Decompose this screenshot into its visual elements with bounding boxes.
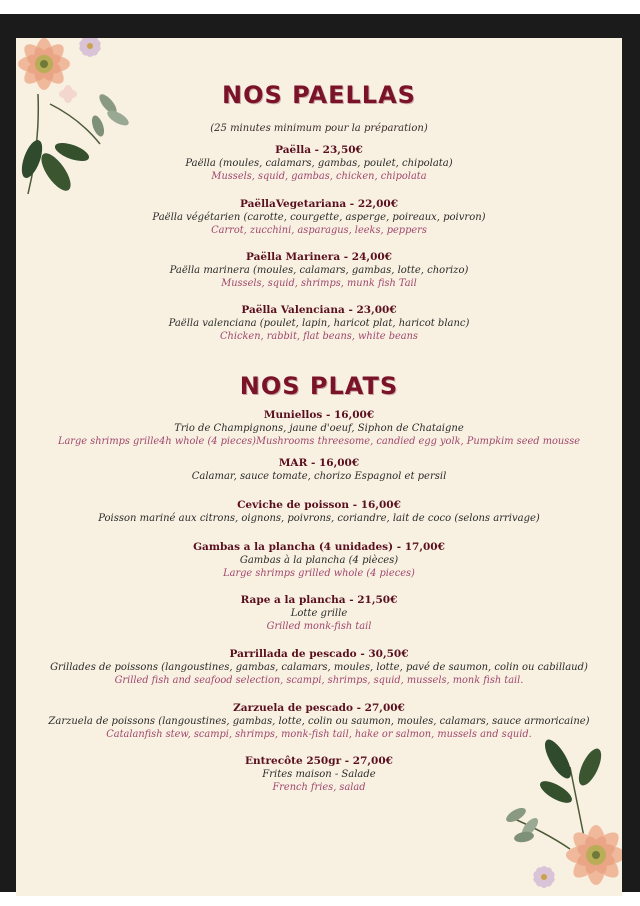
item-name: Parrillada de pescado - 30,50€ bbox=[229, 648, 409, 660]
item-description-en: Mussels, squid, gambas, chicken, chipolata bbox=[211, 171, 427, 182]
item-description-fr: Paëlla (moules, calamars, gambas, poulet, chipolata) bbox=[185, 158, 453, 169]
item-description-fr: Trio de Champignons, jaune d'oeuf, Siphon de Chataigne bbox=[174, 423, 464, 434]
item-description-fr: Paëlla valenciana (poulet, lapin, haricot plat, haricot blanc) bbox=[168, 318, 470, 329]
item-name: Ceviche de poisson - 16,00€ bbox=[237, 499, 401, 511]
item-description-fr: Paëlla végétarien (carotte, courgette, asperge, poireaux, poivron) bbox=[152, 212, 486, 223]
menu-item bbox=[16, 144, 622, 183]
menu-item bbox=[16, 409, 622, 448]
item-name: Paëlla - 23,50€ bbox=[275, 144, 363, 156]
item-description-en: Chicken, rabbit, flat beans, white beans bbox=[220, 331, 418, 342]
item-description-fr: Gambas à la plancha (4 pièces) bbox=[239, 555, 399, 566]
item-description-en: Large shrimps grille4h whole (4 pieces)Mushrooms threesome, candied egg yolk, Pumpkim seed mousse bbox=[57, 436, 581, 447]
item-name: PaëllaVegetariana - 22,00€ bbox=[239, 198, 399, 210]
item-description-fr: Calamar, sauce tomate, chorizo Espagnol et persil bbox=[191, 471, 447, 482]
item-name: Rape a la plancha - 21,50€ bbox=[240, 594, 398, 606]
item-description-en: French fries, salad bbox=[272, 782, 366, 793]
item-description-en: Large shrimps grilled whole (4 pieces) bbox=[223, 568, 415, 579]
item-description-fr: Zarzuela de poissons (langoustines, gambas, lotte, colin ou saumon, moules, calamars, sauce armoricaine) bbox=[48, 716, 590, 727]
menu-item bbox=[16, 702, 622, 741]
item-name: Paëlla Valenciana - 23,00€ bbox=[241, 304, 397, 316]
item-description-fr: Poisson mariné aux citrons, oignons, poivrons, coriandre, lait de coco (selons arrivage) bbox=[98, 513, 540, 524]
item-description-en: Mussels, squid, shrimps, munk fish Tail bbox=[221, 278, 417, 289]
item-description-en: Catalanfish stew, scampi, shrimps, monk-fish tail, hake or salmon, mussels and squid. bbox=[106, 729, 532, 740]
item-description-fr: Paëlla marinera (moules, calamars, gambas, lotte, chorizo) bbox=[169, 265, 469, 276]
menu-item bbox=[16, 304, 622, 343]
item-name: Zarzuela de pescado - 27,00€ bbox=[233, 702, 405, 714]
plats-title: NOS PLATS bbox=[239, 372, 399, 400]
menu-item bbox=[16, 251, 622, 290]
menu-item bbox=[16, 457, 622, 483]
menu-item bbox=[16, 594, 622, 633]
menu-page bbox=[16, 38, 622, 896]
paellas-preparation-note: (25 minutes minimum pour la préparation) bbox=[210, 123, 428, 134]
menu-item bbox=[16, 648, 622, 687]
item-name: Entrecôte 250gr - 27,00€ bbox=[245, 755, 393, 767]
item-description-en: Grilled monk-fish tail bbox=[266, 621, 372, 632]
item-name: Muniellos - 16,00€ bbox=[263, 409, 375, 421]
item-name: Gambas a la plancha (4 unidades) - 17,00€ bbox=[193, 541, 445, 553]
item-name: Paëlla Marinera - 24,00€ bbox=[246, 251, 392, 263]
item-description-en: Grilled fish and seafood selection, scampi, shrimps, squid, mussels, monk fish tail. bbox=[114, 675, 524, 686]
item-description-en: Carrot, zucchini, asparagus, leeks, peppers bbox=[211, 225, 427, 236]
paellas-title: NOS PAELLAS bbox=[222, 81, 416, 109]
menu-frame bbox=[0, 14, 640, 892]
item-description-fr: Lotte grille bbox=[290, 608, 348, 619]
menu-item bbox=[16, 198, 622, 237]
menu-item bbox=[16, 755, 622, 794]
menu-item bbox=[16, 541, 622, 580]
item-description-fr: Frites maison - Salade bbox=[262, 769, 376, 780]
menu-item bbox=[16, 499, 622, 525]
item-name: MAR - 16,00€ bbox=[278, 457, 360, 469]
item-description-fr: Grillades de poissons (langoustines, gambas, calamars, moules, lotte, pavé de saumon, colin ou cabillaud) bbox=[50, 662, 588, 673]
